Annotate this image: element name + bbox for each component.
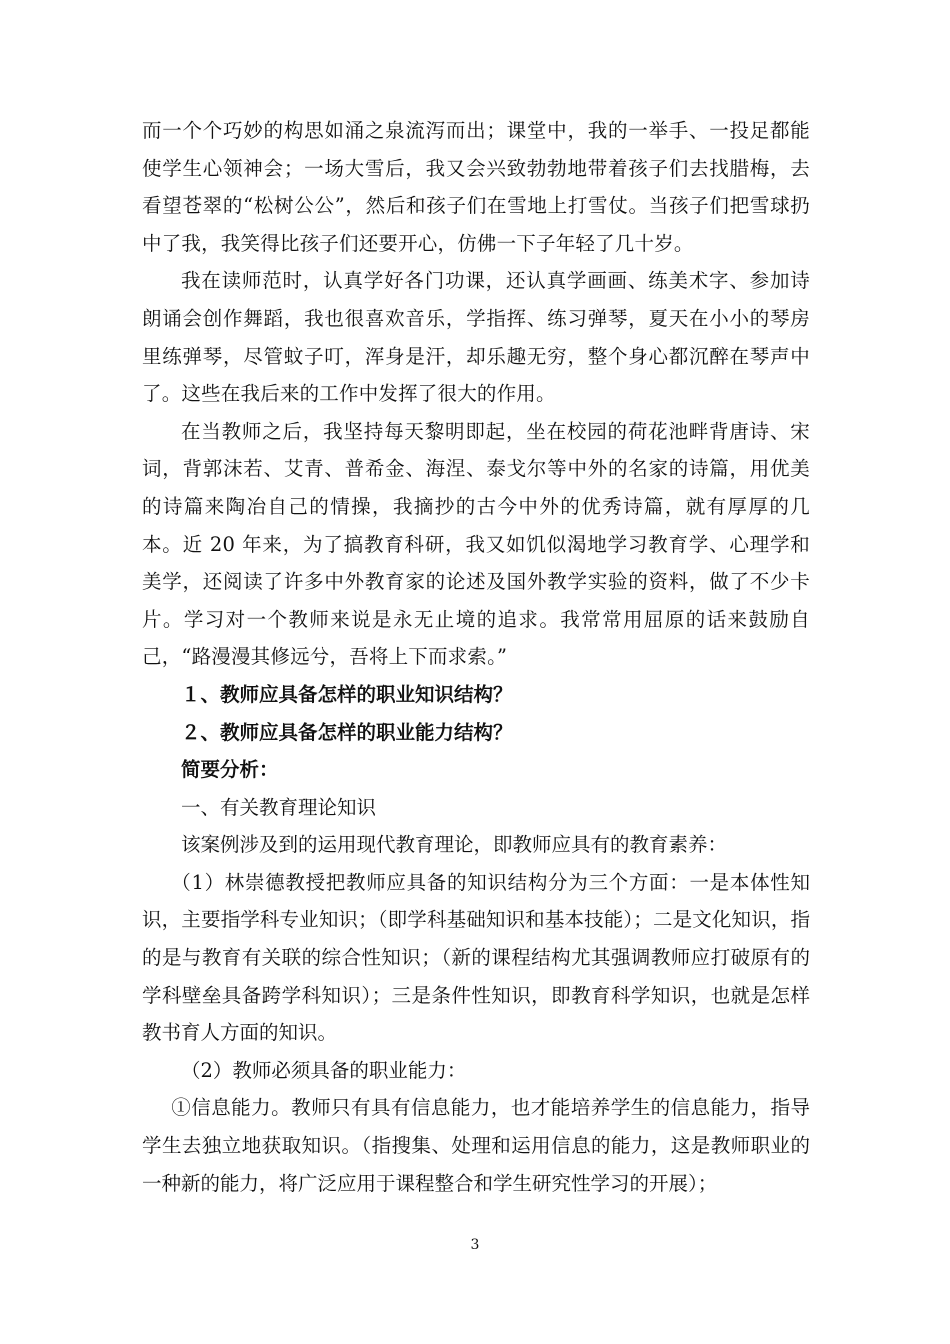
point-2: （2）教师必须具备的职业能力： <box>181 1058 467 1082</box>
paragraph-normal-school: 我在读师范时，认真学好各门功课，还认真学画画、练美术字、参加诗朗诵会创作舞蹈，我也很喜欢音乐，学指挥、练习弹琴，夏天在小小的琴房里练弹琴，尽管蚊子叮，浑身是汗，却乐趣无穷，整个身心都沉醉在琴声中了。这些在我后来的工作中发挥了很大的作用。 <box>142 269 810 406</box>
point-1: （1）林崇德教授把教师应具备的知识结构分为三个方面：一是本体性知识，主要指学科专业知识；（即学科基础知识和基本技能）；二是文化知识，指的是与教育有关联的综合性知识；（新的课程结构尤其强调教师应打破原有的学科壁垒具备跨学科知识）；三是条件性知识，即教育科学知识，也就是怎样教书育人方面的知识。 <box>142 870 810 1045</box>
section-heading: 一、有关教育理论知识 <box>181 795 377 819</box>
paragraph-continuation: 而一个个巧妙的构思如涌之泉流泻而出；课堂中，我的一举手、一投足都能使学生心领神会；一场大雪后，我又会兴致勃勃地带着孩子们去找腊梅，去看望苍翠的“松树公公”，然后和孩子们在雪地上打雪仗。当孩子们把雪球扔中了我，我笑得比孩子们还要开心，仿佛一下子年轻了几十岁。 <box>142 119 810 255</box>
intro-line: 该案例涉及到的运用现代教育理论，即教师应具有的教育素养： <box>181 833 728 857</box>
document-body <box>142 112 810 1202</box>
question-2: ２、教师应具备怎样的职业能力结构？ <box>181 720 513 744</box>
point-2-item-1: ①信息能力。教师只有具有信息能力，也才能培养学生的信息能力，指导学生去独立地获取知识。（指搜集、处理和运用信息的能力，这是教师职业的一种新的能力，将广泛应用于课程整合和学生研究性学习的开展）； <box>142 1096 810 1195</box>
paragraph-after-teaching: 在当教师之后，我坚持每天黎明即起，坐在校园的荷花池畔背唐诗、宋词，背郭沫若、艾青、普希金、海涅、泰戈尔等中外的名家的诗篇，用优美的诗篇来陶冶自己的情操，我摘抄的古今中外的优秀诗篇，就有厚厚的几本。近 20 年来，为了搞教育科研，我又如饥似渴地学习教育学、心理学和美学，还阅读了许多中外教育家的论述及国外教学实验的资料，做了不少卡片。学习对一个教师来说是永无止境的追求。我常常用屈原的话来鼓励自己，“路漫漫其修远兮，吾将上下而求索。” <box>142 419 810 669</box>
question-1: １、教师应具备怎样的职业知识结构？ <box>181 682 513 706</box>
page-number: 3 <box>470 1237 480 1253</box>
analysis-heading: 简要分析： <box>181 758 279 782</box>
